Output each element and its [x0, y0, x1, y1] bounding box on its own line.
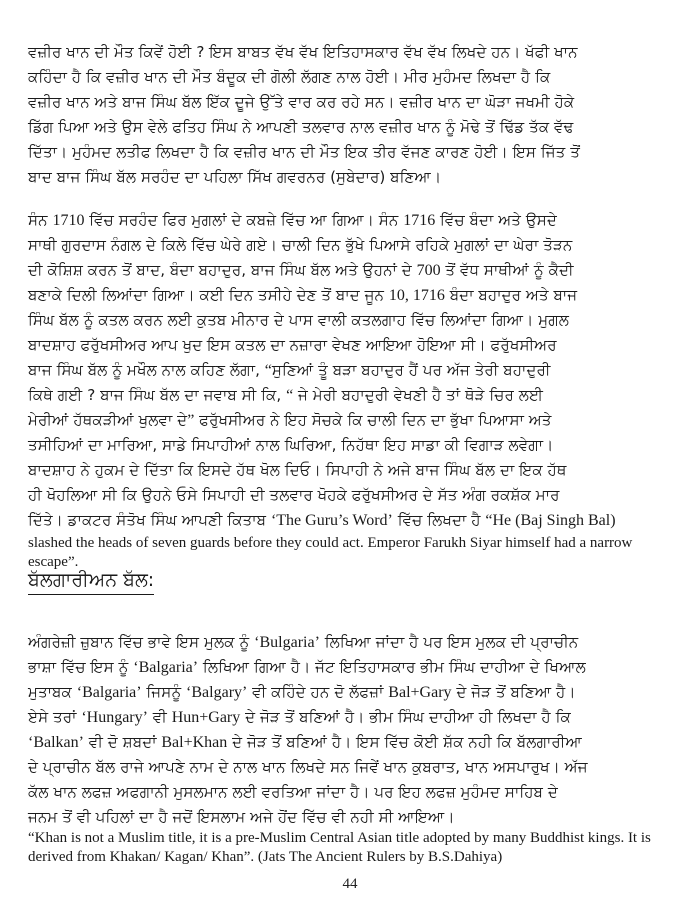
- text-segment: ਸਿੰਘ ਬੱਲ ਨੂੰ ਕਤਲ ਕਰਨ ਲਈ ਕੁਤਬ ਮੀਨਾਰ ਦੇ ਪਾਸ ਵਾਲੀ ਕਤਲਗਾਹ ਵਿੱਚ ਲਿਆਂਦਾ ਗਿਆ। ਮੁਗਲ: [28, 311, 570, 329]
- text-segment: ਵੀ ਦੋ ਸ਼ਬਦਾਂ: [83, 733, 162, 751]
- text-segment: ਕੱਲ ਖਾਨ ਲਫਜ਼ ਅਫਗਾਨੀ ਮੁਸਲਮਾਨ ਲਈ ਵਰਤਿਆ ਜਾਂਦਾ ਹੈ। ਪਰ ਇਹ ਲਫਜ਼ ਮੁਹੰਮਦ ਸਾਹਿਬ ਦੇ: [28, 783, 558, 801]
- english-quote-start: “He (Baj Singh Bal): [485, 512, 616, 529]
- text-segment: ਅੰਗਰੇਜ਼ੀ ਜ਼ੁਬਾਨ ਵਿੱਚ ਭਾਵੇ ਇਸ ਮੁਲਕ ਨੂੰ: [28, 633, 255, 651]
- term-bal-gary: Bal+Gary: [388, 684, 452, 701]
- text-segment: ਤੋਂ ਵੱਧ ਸਾਥੀਆਂ ਨੂੰ ਕੈਦੀ: [440, 261, 574, 279]
- text-line: [28, 780, 558, 804]
- text-segment: ਜੇ ਮੇਰੀ ਬਹਾਦੁਰੀ ਵੇਖਣੀ ਹੈ ਤਾਂ ਥੋੜੇ ਚਿਰ ਲਈ: [293, 386, 544, 404]
- number-700: 700: [416, 262, 441, 279]
- text-segment: ਵੀ ਕਹਿੰਦੇ ਹਨ ਦੋ ਲੱਫਜ਼ਾਂ: [247, 683, 389, 701]
- text-line: [28, 358, 550, 382]
- term-balgary: ‘Balgary’: [186, 684, 248, 701]
- text-line: [28, 755, 588, 779]
- english-quote-line: “Khan is not a Muslim title, it is a pre-Muslim Central Asian title adopted by many Buddhist kings. It is: [28, 830, 651, 846]
- text-segment: ਬਣਾਕੇ ਦਿਲੀ ਲਿਆਂਦਾ ਗਿਆ। ਕਈ ਦਿਨ ਤਸੀਹੇ ਦੇਣ ਤੋਂ ਬਾਦ ਜੂਨ: [28, 286, 389, 304]
- term-balgaria: ‘Balgaria’: [133, 659, 199, 676]
- date-june-10-1716: 10, 1716: [388, 287, 445, 304]
- text-line: [28, 730, 582, 754]
- text-segment: ਬਾਦਸ਼ਾਹ ਨੇ ਹੁਕਮ ਦੇ ਦਿੱਤਾ ਕਿ ਇਸਦੇ ਹੱਥ ਖੋਲ ਦਿਓ। ਸਿਪਾਹੀ ਨੇ ਅਜੇ ਬਾਜ ਸਿੰਘ ਬੱਲ ਦਾ ਇਕ ਹੱਥ: [28, 461, 567, 479]
- term-bulgaria: ‘Bulgaria’: [254, 634, 320, 651]
- text-segment: ਭਾਸ਼ਾ ਵਿੱਚ ਇਸ ਨੂੰ: [28, 658, 134, 676]
- open-quote: “: [286, 387, 294, 404]
- text-segment: ਹੀ ਖੋਹਲਿਆ ਸੀ ਕਿ ਉਹਨੇ ਓਸੇ ਸਿਪਾਹੀ ਦੀ ਤਲਵਾਰ ਖੋਹਕੇ ਫਰੁੱਖਸੀਅਰ ਦੇ ਸੱਤ ਅੰਗ ਰਕਸ਼ੱਕ ਮਾਰ: [28, 486, 560, 504]
- text-line: [28, 233, 572, 257]
- text-segment: ਬੰਦਾ ਬਹਾਦੁਰ ਅਤੇ ਬਾਜ: [444, 286, 578, 304]
- text-segment: ਵੀ: [147, 708, 172, 726]
- text-line: [28, 705, 571, 729]
- text-segment: ਦੇ ਪ੍ਰਾਚੀਨ ਬੱਲ ਰਾਜੇ ਆਪਣੇ ਨਾਮ ਦੇ ਨਾਲ ਖਾਨ ਲਿਖਦੇ ਸਨ ਜਿਵੇਂ ਖਾਨ ਕੁਬਰਾਤ, ਖਾਨ ਅਸਪਾਰੁਖ। ਅੱਜ: [28, 758, 588, 776]
- text-segment: ਵਿੱਚ ਸਰਹੰਦ ਫਿਰ ਮੁਗਲਾਂ ਦੇ ਕਬਜ਼ੇ ਵਿੱਚ ਆ ਗਿਆ। ਸੰਨ: [84, 211, 404, 229]
- year-1716: 1716: [403, 212, 436, 229]
- open-quote: “: [264, 362, 272, 379]
- page-number: 44: [342, 876, 358, 892]
- text-segment: ਤਸੀਹਿਆਂ ਦਾ ਮਾਰਿਆ, ਸਾਡੇ ਸਿਪਾਹੀਆਂ ਨਾਲ ਘਿਰਿਆ, ਨਿਹੱਥਾ ਇਹ ਸਾਡਾ ਕੀ ਵਿਗਾੜ ਲਵੇਗਾ।: [28, 436, 554, 454]
- term-hungary: ‘Hungary’: [81, 709, 148, 726]
- text-segment: ਮੁਤਾਬਕ: [28, 683, 77, 701]
- text-segment: ਏਸੇ ਤਰਾਂ: [28, 708, 82, 726]
- term-hun-gary: Hun+Gary: [171, 709, 241, 726]
- english-text-line: escape”.: [28, 554, 79, 570]
- text-line: ਵਜ਼ੀਰ ਖਾਨ ਅਤੇ ਬਾਜ ਸਿੰਘ ਬੱਲ ਇੱਕ ਦੂਜੇ ਉੱਤੇ ਵਾਰ ਕਰ ਰਹੇ ਸਨ। ਵਜ਼ੀਰ ਖਾਨ ਦਾ ਘੋੜਾ ਜਖਮੀ ਹੋਕੇ: [28, 93, 575, 111]
- text-line: [28, 383, 543, 407]
- text-segment: ਸਾਥੀ ਗੁਰਦਾਸ ਨੰਗਲ ਦੇ ਕਿਲੇ ਵਿੱਚ ਘੇਰੇ ਗਏ। ਚਾਲੀ ਦਿਨ ਭੁੱਖੇ ਪਿਆਸੇ ਰਹਿਕੇ ਮੁਗਲਾਂ ਦਾ ਘੇਰਾ ਤੋੜਨ: [28, 236, 573, 254]
- text-segment: ਲਿਖਿਆ ਗਿਆ ਹੈ। ਜੱਟ ਇਤਿਹਾਸਕਾਰ ਭੀਮ ਸਿੰਘ ਦਾਹੀਆ ਦੇ ਖਿਆਲ: [198, 658, 586, 676]
- text-line: [28, 258, 574, 282]
- text-segment: ਦੇ ਜੋੜ ਤੋਂ ਬਣਿਆ ਹੈ।: [451, 683, 576, 701]
- text-line: [28, 208, 557, 232]
- text-segment: ਸੁਣਿਆਂ ਤੂੰ ਬੜਾ ਬਹਾਦੁਰ ਹੈਂ ਪਰ ਅੱਜ ਤੇਰੀ ਬਹਾਦੁਰੀ: [271, 361, 551, 379]
- text-segment: ਫਰੁੱਖਸੀਅਰ ਨੇ ਇਹ ਸੋਚਕੇ ਕਿ ਚਾਲੀ ਦਿਨ ਦਾ ਭੁੱਖਾ ਪਿਆਸਾ ਅਤੇ: [194, 411, 552, 429]
- text-segment: ਕਿਥੇ ਗਈ ? ਬਾਜ ਸਿੰਘ ਬੱਲ ਦਾ ਜਵਾਬ ਸੀ ਕਿ,: [28, 386, 287, 404]
- text-segment: ਦੇ ਜੋੜ ਤੋਂ ਬਣਿਆਂ ਹੈ। ਭੀਮ ਸਿੰਘ ਦਾਹੀਆ ਹੀ ਲਿਖਦਾ ਹੈ ਕਿ: [240, 708, 571, 726]
- year-1710: 1710: [52, 212, 85, 229]
- text-segment: ਮੇਰੀਆਂ ਹੱਥਕੜੀਆਂ ਖੁਲਵਾ ਦੇ: [28, 411, 188, 429]
- text-line: [28, 283, 577, 307]
- text-line: [28, 630, 578, 654]
- text-line: [28, 655, 586, 679]
- text-segment: ਦੀ ਕੋਸ਼ਿਸ਼ ਕਰਨ ਤੋਂ ਬਾਦ, ਬੰਦਾ ਬਹਾਦੁਰ, ਬਾਜ ਸਿੰਘ ਬੱਲ ਅਤੇ ਉਹਨਾਂ ਦੇ: [28, 261, 417, 279]
- text-segment: ਵਿੱਚ ਬੰਦਾ ਅਤੇ ਉਸਦੇ: [435, 211, 557, 229]
- text-segment: ਦੇ ਜੋੜ ਤੋਂ ਬਣਿਆਂ ਹੈ। ਇਸ ਵਿੱਚ ਕੋਈ ਸ਼ੱਕ ਨਹੀ ਕਿ ਬੱਲਗਾਰੀਆ: [227, 733, 582, 751]
- english-quote-line: derived from Khakan/ Kagan/ Khan”. (Jats The Ancient Rulers by B.S.Dahiya): [28, 849, 503, 865]
- text-line: [28, 408, 552, 432]
- text-line: ਡਿੱਗ ਪਿਆ ਅਤੇ ਉਸ ਵੇਲੇ ਫਤਿਹ ਸਿੰਘ ਨੇ ਆਪਣੀ ਤਲਵਾਰ ਨਾਲ ਵਜ਼ੀਰ ਖਾਨ ਨੂੰ ਮੋਢੇ ਤੋਂ ਢਿੱਡ ਤੱਕ ਵੱਢ: [28, 118, 574, 136]
- text-segment: ਲਿਖਿਆ ਜਾਂਦਾ ਹੈ ਪਰ ਇਸ ਮੁਲਕ ਦੀ ਪ੍ਰਾਚੀਨ: [319, 633, 579, 651]
- text-line: [28, 805, 455, 829]
- close-quote: ”: [187, 412, 195, 429]
- english-text-line: slashed the heads of seven guards before they could act. Emperor Farukh Siyar himself had a narrow: [28, 535, 633, 551]
- section-heading-bulgarian-bal: ਬੱਲਗਾਰੀਅਨ ਬੱਲ:: [28, 566, 154, 595]
- text-line: ਵਜ਼ੀਰ ਖਾਨ ਦੀ ਮੌਤ ਕਿਵੇਂ ਹੋਈ ? ਇਸ ਬਾਬਤ ਵੱਖ ਵੱਖ ਇਤਿਹਾਸਕਾਰ ਵੱਖ ਵੱਖ ਲਿਖਦੇ ਹਨ। ਖੱਫੀ ਖਾਨ: [28, 43, 578, 61]
- text-line: [28, 433, 553, 457]
- book-title-gurus-word: ‘The Guru’s Word’: [270, 512, 393, 529]
- text-line: [28, 333, 557, 357]
- text-line: [28, 508, 616, 532]
- text-segment: ਵਿੱਚ ਲਿਖਦਾ ਹੈ: [392, 511, 486, 529]
- text-line: [28, 680, 576, 704]
- term-balkan: ‘Balkan’: [28, 734, 84, 751]
- text-line: [28, 483, 560, 507]
- text-segment: ਜਿਸਨੂੰ: [141, 683, 187, 701]
- text-segment: ਸੰਨ: [28, 211, 53, 229]
- text-line: [28, 458, 567, 482]
- text-line: ਬਾਦ ਬਾਜ ਸਿੰਘ ਬੱਲ ਸਰਹੰਦ ਦਾ ਪਹਿਲਾ ਸਿੱਖ ਗਵਰਨਰ (ਸੁਬੇਦਾਰ) ਬਣਿਆ।: [28, 168, 442, 186]
- text-segment: ਜਨਮ ਤੋਂ ਵੀ ਪਹਿਲਾਂ ਦਾ ਹੈ ਜਦੋਂ ਇਸਲਾਮ ਅਜੇ ਹੋਂਦ ਵਿੱਚ ਵੀ ਨਹੀ ਸੀ ਆਇਆ।: [28, 808, 455, 826]
- term-balgaria: ‘Balgaria’: [76, 684, 142, 701]
- text-line: ਕਹਿੰਦਾ ਹੈ ਕਿ ਵਜ਼ੀਰ ਖਾਨ ਦੀ ਮੌਤ ਬੰਦੂਕ ਦੀ ਗੋਲੀ ਲੱਗਣ ਨਾਲ ਹੋਈ। ਮੀਰ ਮੁਹੰਮਦ ਲਿਖਦਾ ਹੈ ਕਿ: [28, 68, 551, 86]
- text-line: [28, 308, 569, 332]
- text-segment: ਦਿੱਤੇ। ਡਾਕਟਰ ਸੰਤੋਖ ਸਿੰਘ ਆਪਣੀ ਕਿਤਾਬ: [28, 511, 271, 529]
- text-line: ਦਿੱਤਾ। ਮੁਹੰਮਦ ਲਤੀਫ ਲਿਖਦਾ ਹੈ ਕਿ ਵਜ਼ੀਰ ਖਾਨ ਦੀ ਮੌਤ ਇਕ ਤੀਰ ਵੱਜਣ ਕਾਰਣ ਹੋਈ। ਇਸ ਜਿੱਤ ਤੋਂ: [28, 143, 580, 161]
- text-segment: ਬਾਜ ਸਿੰਘ ਬੱਲ ਨੂੰ ਮਖੌਲ ਨਾਲ ਕਹਿਣ ਲੱਗਾ,: [28, 361, 265, 379]
- text-segment: ਬਾਦਸ਼ਾਹ ਫਰੁੱਖਸੀਅਰ ਆਪ ਖੁਦ ਇਸ ਕਤਲ ਦਾ ਨਜ਼ਾਰਾ ਵੇਖਣ ਆਇਆ ਹੋਇਆ ਸੀ। ਫਰੁੱਖਸੀਅਰ: [28, 336, 557, 354]
- term-bal-khan: Bal+Khan: [161, 734, 228, 751]
